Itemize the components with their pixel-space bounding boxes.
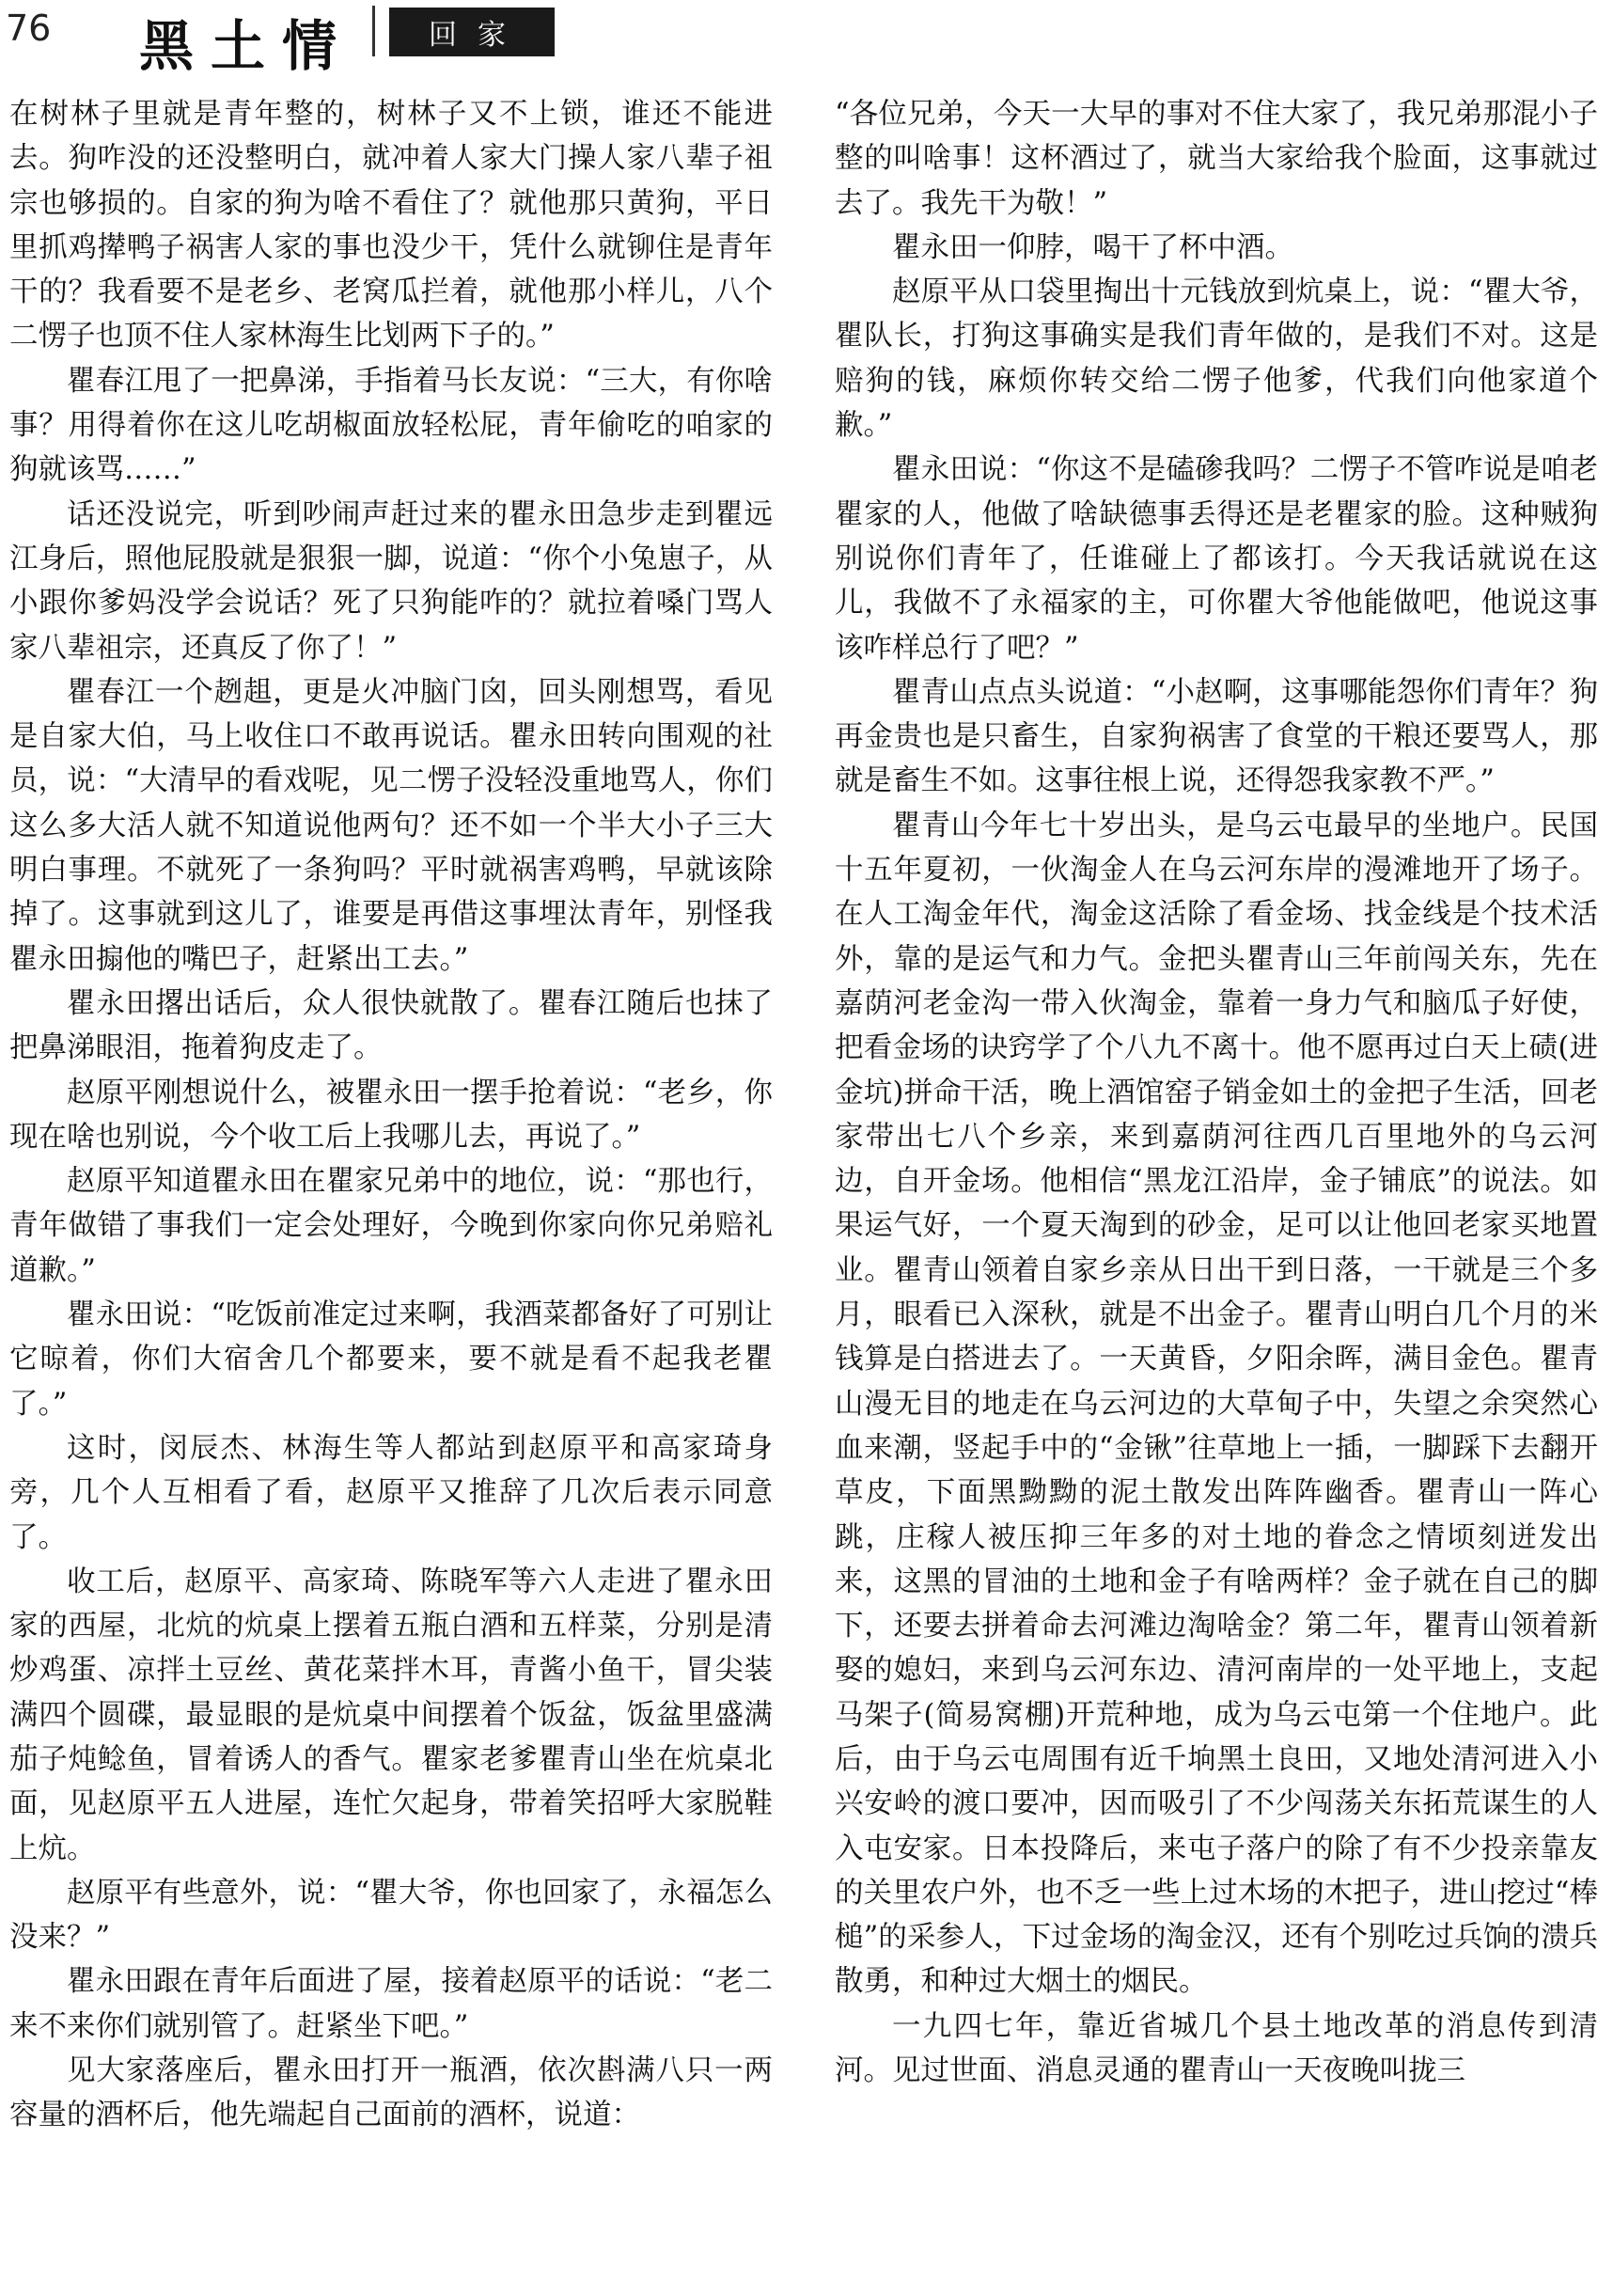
paragraph: 赵原平知道瞿永田在瞿家兄弟中的地位，说：“那也行，青年做错了事我们一定会处理好，今晚到你家向你兄弟赔礼道歉。” xyxy=(9,1165,773,1287)
paragraph: “各位兄弟，今天一大早的事对不住大家了，我兄弟那混小子整的叫啥事！这杯酒过了，就当大家给我个脸面，这事就过去了。我先干为敬！” xyxy=(835,98,1598,220)
left-column xyxy=(9,92,773,2283)
paragraph: 话还没说完，听到吵闹声赶过来的瞿永田急步走到瞿远江身后，照他屁股就是狠狠一脚，说道：“你个小兔崽子，从小跟你爹妈没学会说话？死了只狗能咋的？就拉着嗓门骂人家八辈祖宗，还真反了你了！” xyxy=(9,497,773,665)
page-header xyxy=(0,0,1598,78)
paragraph: 赵原平有些意外，说：“瞿大爷，你也回家了，永福怎么没来？” xyxy=(9,1876,773,1955)
paragraph: 瞿永田跟在青年后面进了屋，接着赵原平的话说：“老二来不来你们就别管了。赶紧坐下吧。” xyxy=(9,1965,773,2043)
paragraph: 一九四七年，靠近省城几个县土地改革的消息传到清河。见过世面、消息灵通的瞿青山一天夜晚叫拢三 xyxy=(835,2009,1598,2088)
paragraph: 这时，闵辰杰、林海生等人都站到赵原平和高家琦身旁，几个人互相看了看，赵原平又推辞了几次后表示同意了。 xyxy=(9,1431,773,1554)
page-number: 76 xyxy=(6,8,52,49)
paragraph: 瞿永田说：“你这不是磕碜我吗？二愣子不管咋说是咱老瞿家的人，他做了啥缺德事丢得还是老瞿家的脸。这种贼狗别说你们青年了，任谁碰上了都该打。今天我话就说在这儿，我做不了永福家的主，可你瞿大爷他能做吧，他说这事该咋样总行了吧？” xyxy=(835,453,1598,665)
paragraph: 赵原平从口袋里掏出十元钱放到炕桌上，说：“瞿大爷，瞿队长，打狗这事确实是我们青年做的，是我们不对。这是赔狗的钱，麻烦你转交给二愣子他爹，代我们向他家道个歉。” xyxy=(835,275,1598,443)
paragraph: 赵原平刚想说什么，被瞿永田一摆手抢着说：“老乡，你现在啥也别说，今个收工后上我哪儿去，再说了。” xyxy=(9,1076,773,1154)
paragraph: 瞿青山今年七十岁出头，是乌云屯最早的坐地户。民国十五年夏初，一伙淘金人在乌云河东岸的漫滩地开了场子。在人工淘金年代，淘金这活除了看金场、找金线是个技术活外，靠的是运气和力气。金把头瞿青山三年前闯关东，先在嘉荫河老金沟一带入伙淘金，靠着一身力气和脑瓜子好使，把看金场的诀窍学了个八九不离十。他不愿再过白天上碛(进金坑)拼命干活，晚上酒馆窑子销金如土的金把子生活，回老家带出七八个乡亲，来到嘉荫河往西几百里地外的乌云河边，自开金场。他相信“黑龙江沿岸，金子铺底”的说法。如果运气好，一个夏天淘到的砂金，足可以让他回老家买地置业。瞿青山领着自家乡亲从日出干到日落，一干就是三个多月，眼看已入深秋，就是不出金子。瞿青山明白几个月的米钱算是白搭进去了。一天黄昏，夕阳余晖，满目金色。瞿青山漫无目的地走在乌云河边的大草甸子中，失望之余突然心血来潮，竖起手中的“金锹”往草地上一插，一脚踩下去翻开草皮，下面黑黝黝的泥土散发出阵阵幽香。瞿青山一阵心跳，庄稼人被压抑三年多的对土地的眷念之情顷刻迸发出来，这黑的冒油的土地和金子有啥两样？金子就在自己的脚下，还要去拼着命去河滩边淘啥金？第二年，瞿青山领着新娶的媳妇，来到乌云河东边、清河南岸的一处平地上，支起马架子(简易窝棚)开荒种地，成为乌云屯第一个住地户。此后，由于乌云屯周围有近千垧黑土良田，又地处清河进入小兴安岭的渡口要冲，因而吸引了不少闯荡关东拓荒谋生的人入屯安家。日本投降后，来屯子落户的除了有不少投亲靠友的关里农户外，也不乏一些上过木场的木把子，进山挖过“棒槌”的采参人，下过金场的淘金汉，还有个别吃过兵饷的溃兵散勇，和种过大烟土的烟民。 xyxy=(835,809,1598,1999)
paragraph: 瞿永田撂出话后，众人很快就散了。瞿春江随后也抹了把鼻涕眼泪，拖着狗皮走了。 xyxy=(9,986,773,1065)
paragraph: 瞿青山点点头说道：“小赵啊，这事哪能怨你们青年？狗再金贵也是只畜生，自家狗祸害了食堂的干粮还要骂人，那就是畜生不如。这事往根上说，还得怨我家教不严。” xyxy=(835,675,1598,798)
header-divider xyxy=(372,6,375,56)
paragraph: 收工后，赵原平、高家琦、陈晓军等六人走进了瞿永田家的西屋，北炕的炕桌上摆着五瓶白酒和五样菜，分别是清炒鸡蛋、凉拌土豆丝、黄花菜拌木耳，青酱小鱼干，冒尖装满四个圆碟，最显眼的是炕桌中间摆着个饭盆，饭盆里盛满茄子炖鲶鱼，冒着诱人的香气。瞿家老爹瞿青山坐在炕桌北面，见赵原平五人进屋，连忙欠起身，带着笑招呼大家脱鞋上炕。 xyxy=(9,1565,773,1865)
magazine-logo: 黑土情 xyxy=(139,14,354,78)
paragraph: 瞿春江一个趔趄，更是火冲脑门囟，回头刚想骂，看见是自家大伯，马上收住口不敢再说话。瞿永田转向围观的社员，说：“大清早的看戏呢，见二愣子没轻没重地骂人，你们这么多大活人就不知道说他两句？还不如一个半大小子三大明白事理。不就死了一条狗吗？平时就祸害鸡鸭，早就该除掉了。这事就到这儿了，谁要是再借这事埋汰青年，别怪我瞿永田搧他的嘴巴子，赶紧出工去。” xyxy=(9,675,773,976)
section-tag: 回家 xyxy=(389,8,555,56)
paragraph: 瞿永田一仰脖，喝干了杯中酒。 xyxy=(892,230,1293,264)
paragraph: 瞿永田说：“吃饭前准定过来啊，我酒菜都备好了可别让它晾着，你们大宿舍几个都要来，要不就是看不起我老瞿了。” xyxy=(9,1298,773,1421)
right-column xyxy=(835,92,1598,2283)
paragraph: 在树林子里就是青年整的，树林子又不上锁，谁还不能进去。狗咋没的还没整明白，就冲着人家大门操人家八辈子祖宗也够损的。自家的狗为啥不看住了？就他那只黄狗，平日里抓鸡撵鸭子祸害人家的事也没少干，凭什么就铆住是青年干的？我看要不是老乡、老窝瓜拦着，就他那小样儿，八个二愣子也顶不住人家林海生比划两下子的。” xyxy=(9,98,773,354)
paragraph: 瞿春江甩了一把鼻涕，手指着马长友说：“三大，有你啥事？用得着你在这儿吃胡椒面放轻松屁，青年偷吃的咱家的狗就该骂……” xyxy=(9,364,773,487)
paragraph: 见大家落座后，瞿永田打开一瓶酒，依次斟满八只一两容量的酒杯后，他先端起自己面前的酒杯，说道： xyxy=(9,2054,773,2132)
